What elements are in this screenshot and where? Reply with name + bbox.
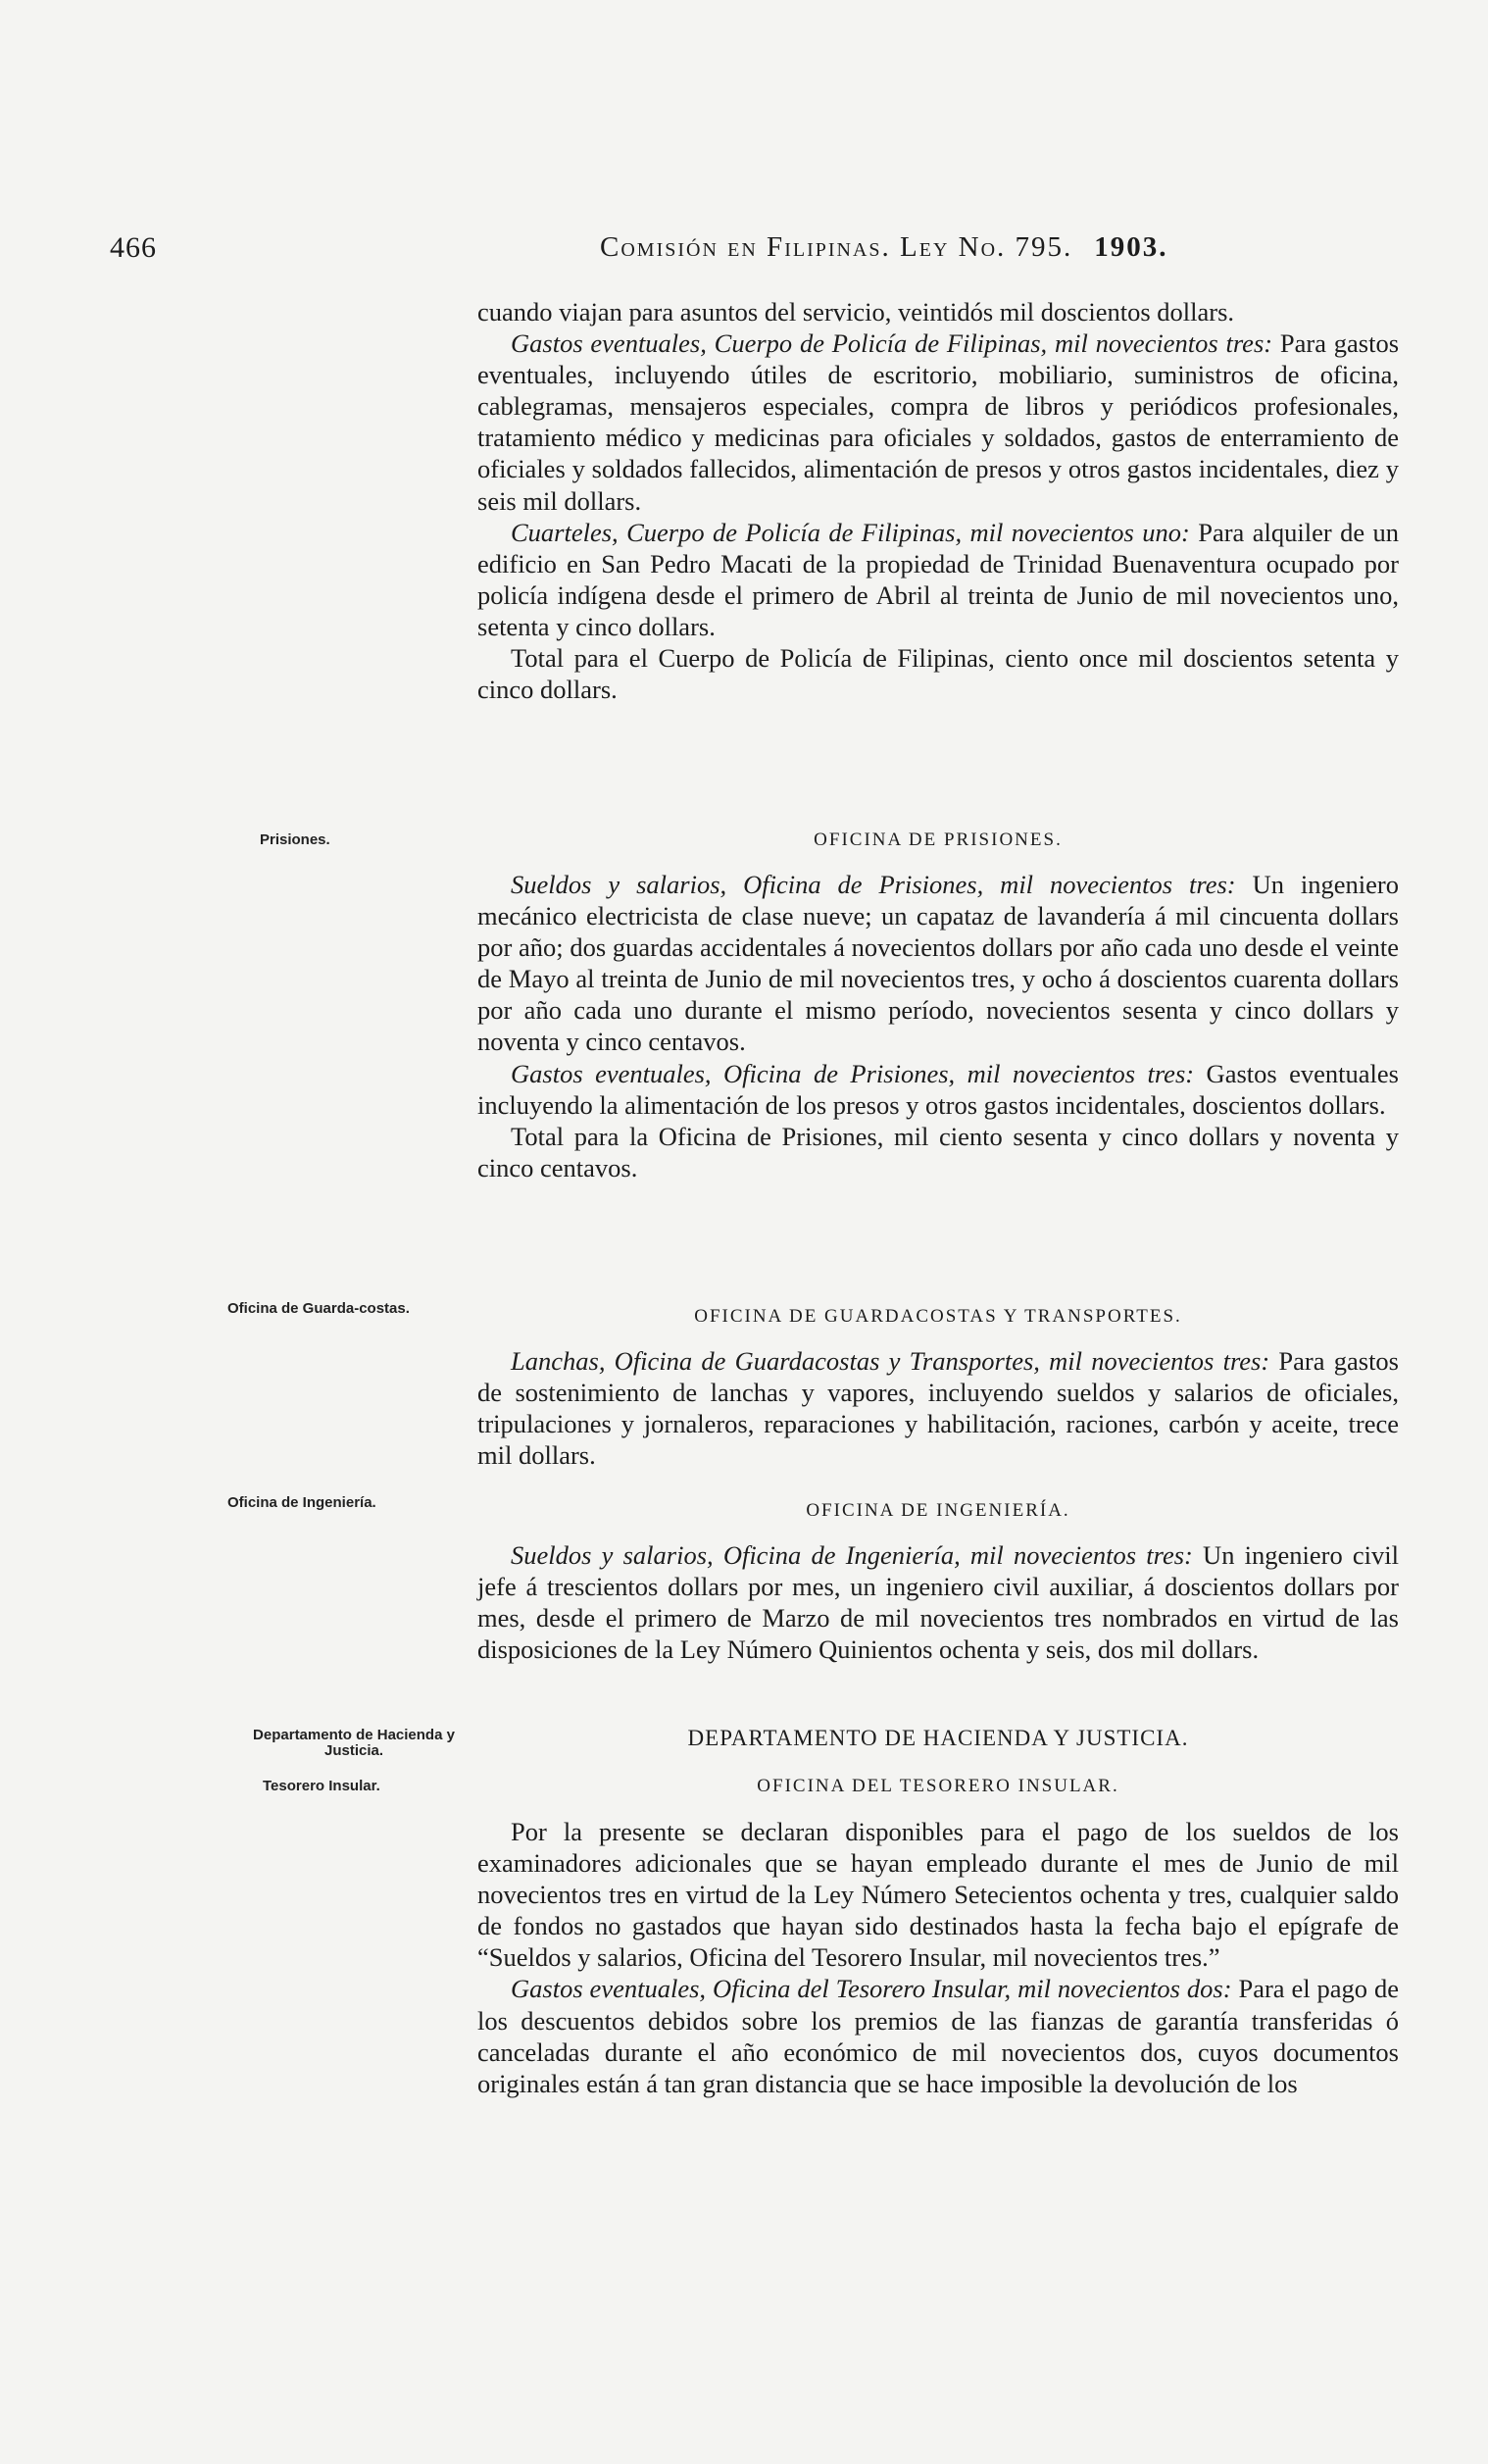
paragraph: Gastos eventuales, Cuerpo de Policía de Filipinas, mil novecientos tres: Para gastos eventuales, incluyendo útiles de escritorio, mobiliario, suministros de oficina, cablegramas, mensajeros especiales, compra de libros y periódicos profesionales, tratamiento médico y medicinas para oficiales y soldados, gastos de enterramiento de oficiales y soldados fallecidos, alimentación de presos y otros gastos incidentales, diez y seis mil dollars. (477, 328, 1400, 516)
paragraph-title: Sueldos y salarios, Oficina de Prisiones, mil novecientos tres: (511, 870, 1236, 899)
subheading-tesorero: OFICINA DEL TESORERO INSULAR. (757, 1776, 1119, 1796)
guardacostas-section-text (477, 1345, 1399, 1471)
section-heading-hacienda: DEPARTAMENTO DE HACIENDA Y JUSTICIA. (687, 1726, 1189, 1750)
paragraph: Por la presente se declaran disponibles para el pago de los sueldos de los examinadores adicionales que se hayan empleado durante el mes de Junio de mil novecientos tres en virtud de la Ley Número Setecientos ochenta y tres, cualquier saldo de fondos no gastados que hayan sido destinados hasta la fecha bajo el epígrafe de “Sueldos y salarios, Oficina del Tesorero Insular, mil novecientos tres.” (477, 1817, 1399, 1973)
running-head (600, 231, 1168, 264)
paragraph-title: Gastos eventuales, Oficina del Tesorero Insular, mil novecientos dos: (511, 1974, 1232, 2004)
section-heading-guardacostas: OFICINA DE GUARDACOSTAS Y TRANSPORTES. (694, 1306, 1182, 1327)
police-section-text (477, 296, 1399, 705)
section-heading-prisiones: OFICINA DE PRISIONES. (814, 830, 1063, 850)
paragraph-title: Cuarteles, Cuerpo de Policía de Filipinas, mil novecientos uno: (511, 517, 1190, 547)
paragraph: Sueldos y salarios, Oficina de Ingeniería, mil novecientos tres: Un ingeniero civil jefe á trescientos dollars por mes, un ingeniero civil auxiliar, á doscientos dollars por mes, desde el primero de Marzo de mil novecientos tres nombrados en virtud de las disposiciones de la Ley Número Quinientos ochenta y seis, dos mil dollars. (477, 1540, 1400, 1665)
ingenieria-section-text (477, 1539, 1399, 1665)
paragraph: Lanchas, Oficina de Guardacostas y Transportes, mil novecientos tres: Para gastos de sostenimiento de lanchas y vapores, incluyendo sueldos y salarios de oficiales, tripulaciones y jornaleros, reparaciones y habilitación, raciones, carbón y aceite, trece mil dollars. (477, 1346, 1399, 1471)
paragraph: Cuarteles, Cuerpo de Policía de Filipinas, mil novecientos uno: Para alquiler de un edificio en San Pedro Macati de la propiedad de Trinidad Buenaventura ocupado por policía indígena desde el primero de Abril al treinta de Junio de mil novecientos uno, setenta y cinco dollars. (477, 517, 1399, 641)
paragraph-title: Gastos eventuales, Oficina de Prisiones, mil novecientos tres: (511, 1058, 1195, 1088)
paragraph: Sueldos y salarios, Oficina de Prisiones, mil novecientos tres: Un ingeniero mecánico electricista de clase nueve; un capataz de lavandería á mil cincuenta dollars por año; dos guardas accidentales á novecientos dollars por año cada uno desde el veinte de Mayo al treinta de Junio de mil novecientos tres, y ocho á doscientos cuarenta dollars por año cada uno durante el mismo período, novecientos sesenta y cinco dollars y noventa y cinco centavos. (477, 870, 1400, 1057)
paragraph: Total para el Cuerpo de Policía de Filipinas, ciento once mil doscientos setenta y cinco dollars. (477, 643, 1399, 705)
margin-note-tesorero: Tesorero Insular. (263, 1778, 380, 1794)
margin-note-ingenieria: Oficina de Ingeniería. (227, 1494, 376, 1511)
paragraph-title: Gastos eventuales, Cuerpo de Policía de Filipinas, mil novecientos tres: (511, 328, 1273, 359)
page-number: 466 (110, 231, 157, 264)
running-head-title: Comisión en Filipinas. Ley No. 795. (600, 231, 1073, 263)
margin-note-prisiones: Prisiones. (260, 831, 330, 848)
paragraph: Gastos eventuales, Oficina de Prisiones, mil novecientos tres: Gastos eventuales incluyendo la alimentación de los presos y otros gastos incidentales, doscientos dollars. (477, 1058, 1399, 1120)
margin-note-hacienda: Departamento de Hacienda y Justicia. (253, 1727, 455, 1759)
paragraph: Total para la Oficina de Prisiones, mil ciento sesenta y cinco dollars y noventa y cinco centavos. (477, 1121, 1399, 1182)
prisiones-section-text (477, 869, 1399, 1183)
running-head-year: 1903. (1094, 231, 1168, 263)
paragraph: Gastos eventuales, Oficina del Tesorero Insular, mil novecientos dos: Para el pago de los descuentos debidos sobre los premios de las fianzas de garantía transferidas ó canceladas durante el año económico de mil novecientos dos, cuyos documentos originales están á tan gran distancia que se hace imposible la devolución de los (477, 1974, 1399, 2098)
paragraph: cuando viajan para asuntos del servicio, veintidós mil doscientos dollars. (477, 297, 1235, 327)
paragraph-title: Lanchas, Oficina de Guardacostas y Transportes, mil novecientos tres: (511, 1346, 1270, 1376)
tesorero-section-text (477, 1816, 1399, 2099)
paragraph-title: Sueldos y salarios, Oficina de Ingeniería, mil novecientos tres: (511, 1540, 1193, 1570)
section-heading-ingenieria: OFICINA DE INGENIERÍA. (806, 1500, 1070, 1521)
margin-note-guardacostas: Oficina de Guarda-costas. (227, 1300, 410, 1317)
